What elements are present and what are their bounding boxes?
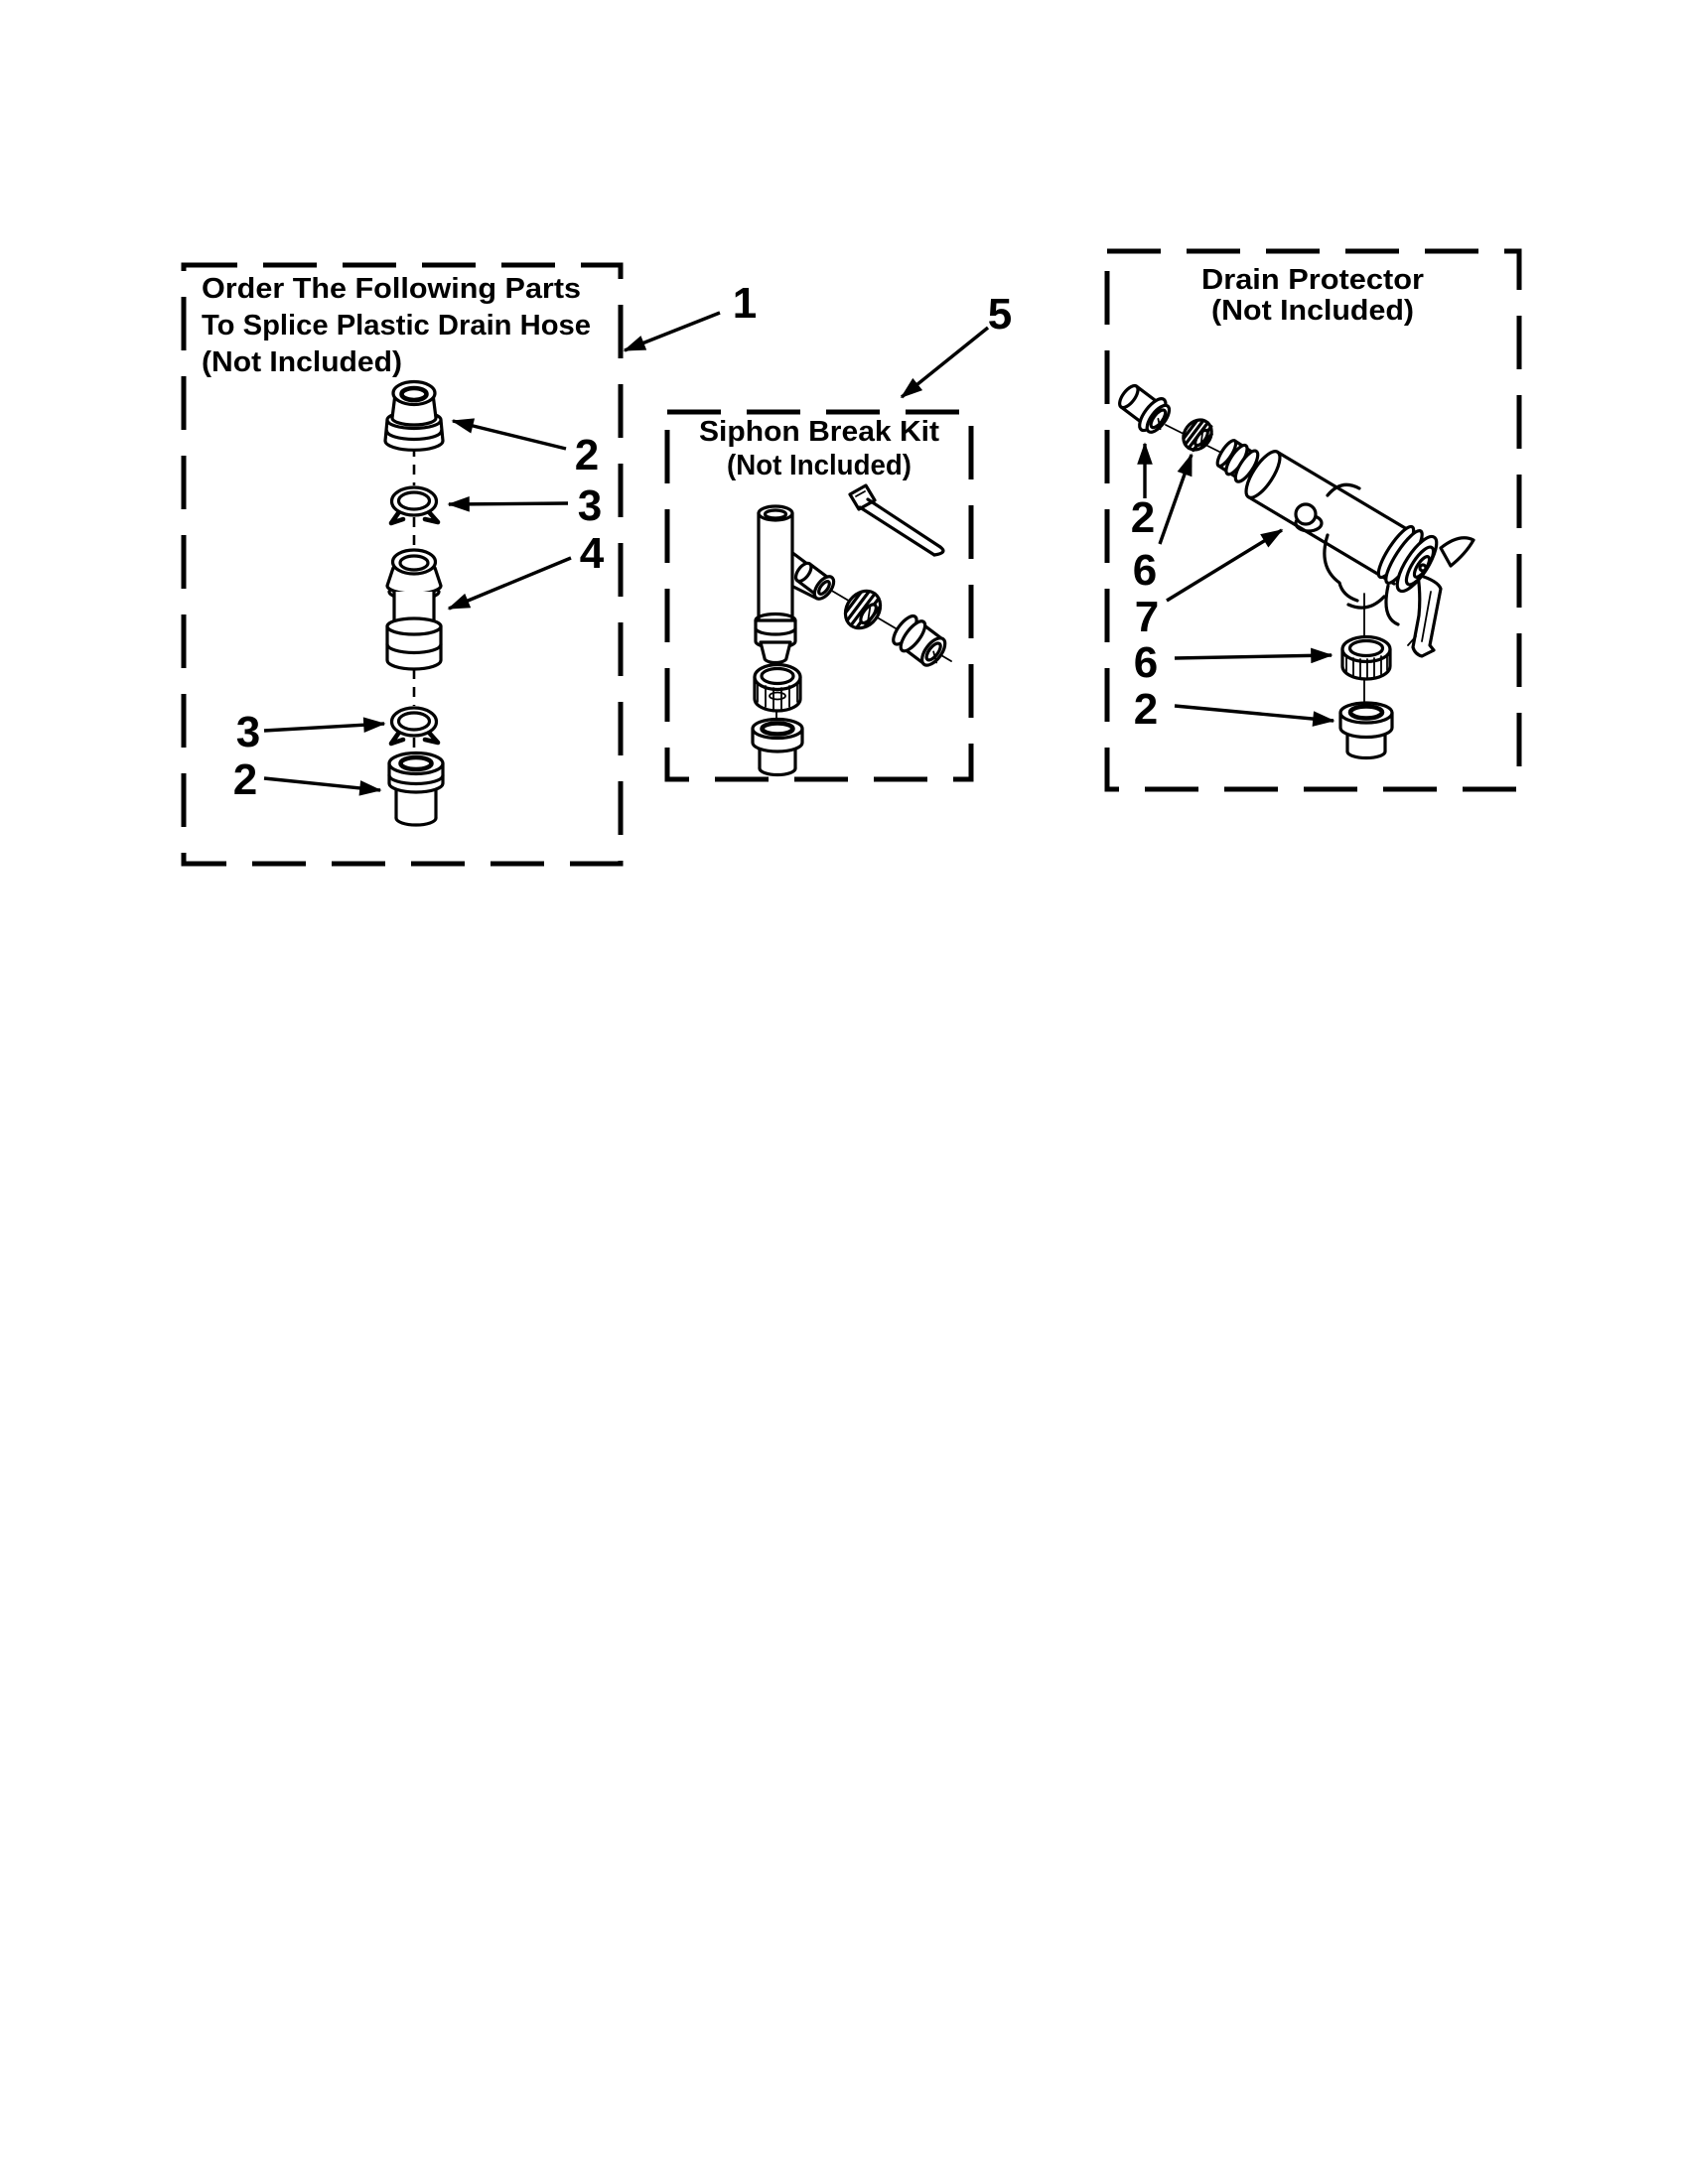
drain-cup-drawing	[1340, 703, 1392, 758]
callout-label-coupling-top: 2	[574, 431, 600, 479]
callout-label-connector: 4	[579, 529, 605, 578]
siphon-title-line2: (Not Included)	[727, 450, 912, 481]
callout-label-coupling-bottom: 2	[232, 755, 258, 804]
siphon-cup-drawing	[753, 720, 802, 775]
drain-title-line2: (Not Included)	[1211, 295, 1414, 327]
siphon-title-line1: Siphon Break Kit	[699, 416, 940, 448]
callout-arrow-clamp-top	[449, 503, 568, 504]
callout-label-clamp-top: 3	[577, 481, 603, 530]
siphon-ring-clamp-drawing	[755, 665, 800, 712]
callout-label-drain-ring: 6	[1133, 638, 1159, 687]
drain-ring-drawing	[1342, 637, 1390, 680]
callout-label-drain-coupling: 2	[1130, 493, 1156, 542]
drain-title-line1: Drain Protector	[1201, 264, 1424, 296]
callout-label-siphon-panel: 5	[987, 290, 1013, 339]
hose-coupling-top-drawing	[385, 382, 443, 451]
splice-title-line2: To Splice Plastic Drain Hose	[202, 310, 591, 341]
hose-connector-drawing	[387, 550, 441, 669]
hose-coupling-bottom-drawing	[389, 753, 443, 826]
splice-title-line1: Order The Following Parts	[202, 273, 581, 305]
splice-title-line3: (Not Included)	[202, 346, 402, 378]
callout-label-drain-nut: 6	[1132, 546, 1158, 595]
callout-label-drain-body: 7	[1134, 593, 1160, 641]
callout-label-clamp-bottom: 3	[235, 708, 261, 756]
callout-label-splice-panel: 1	[732, 279, 758, 328]
callout-label-drain-cup: 2	[1133, 685, 1159, 734]
